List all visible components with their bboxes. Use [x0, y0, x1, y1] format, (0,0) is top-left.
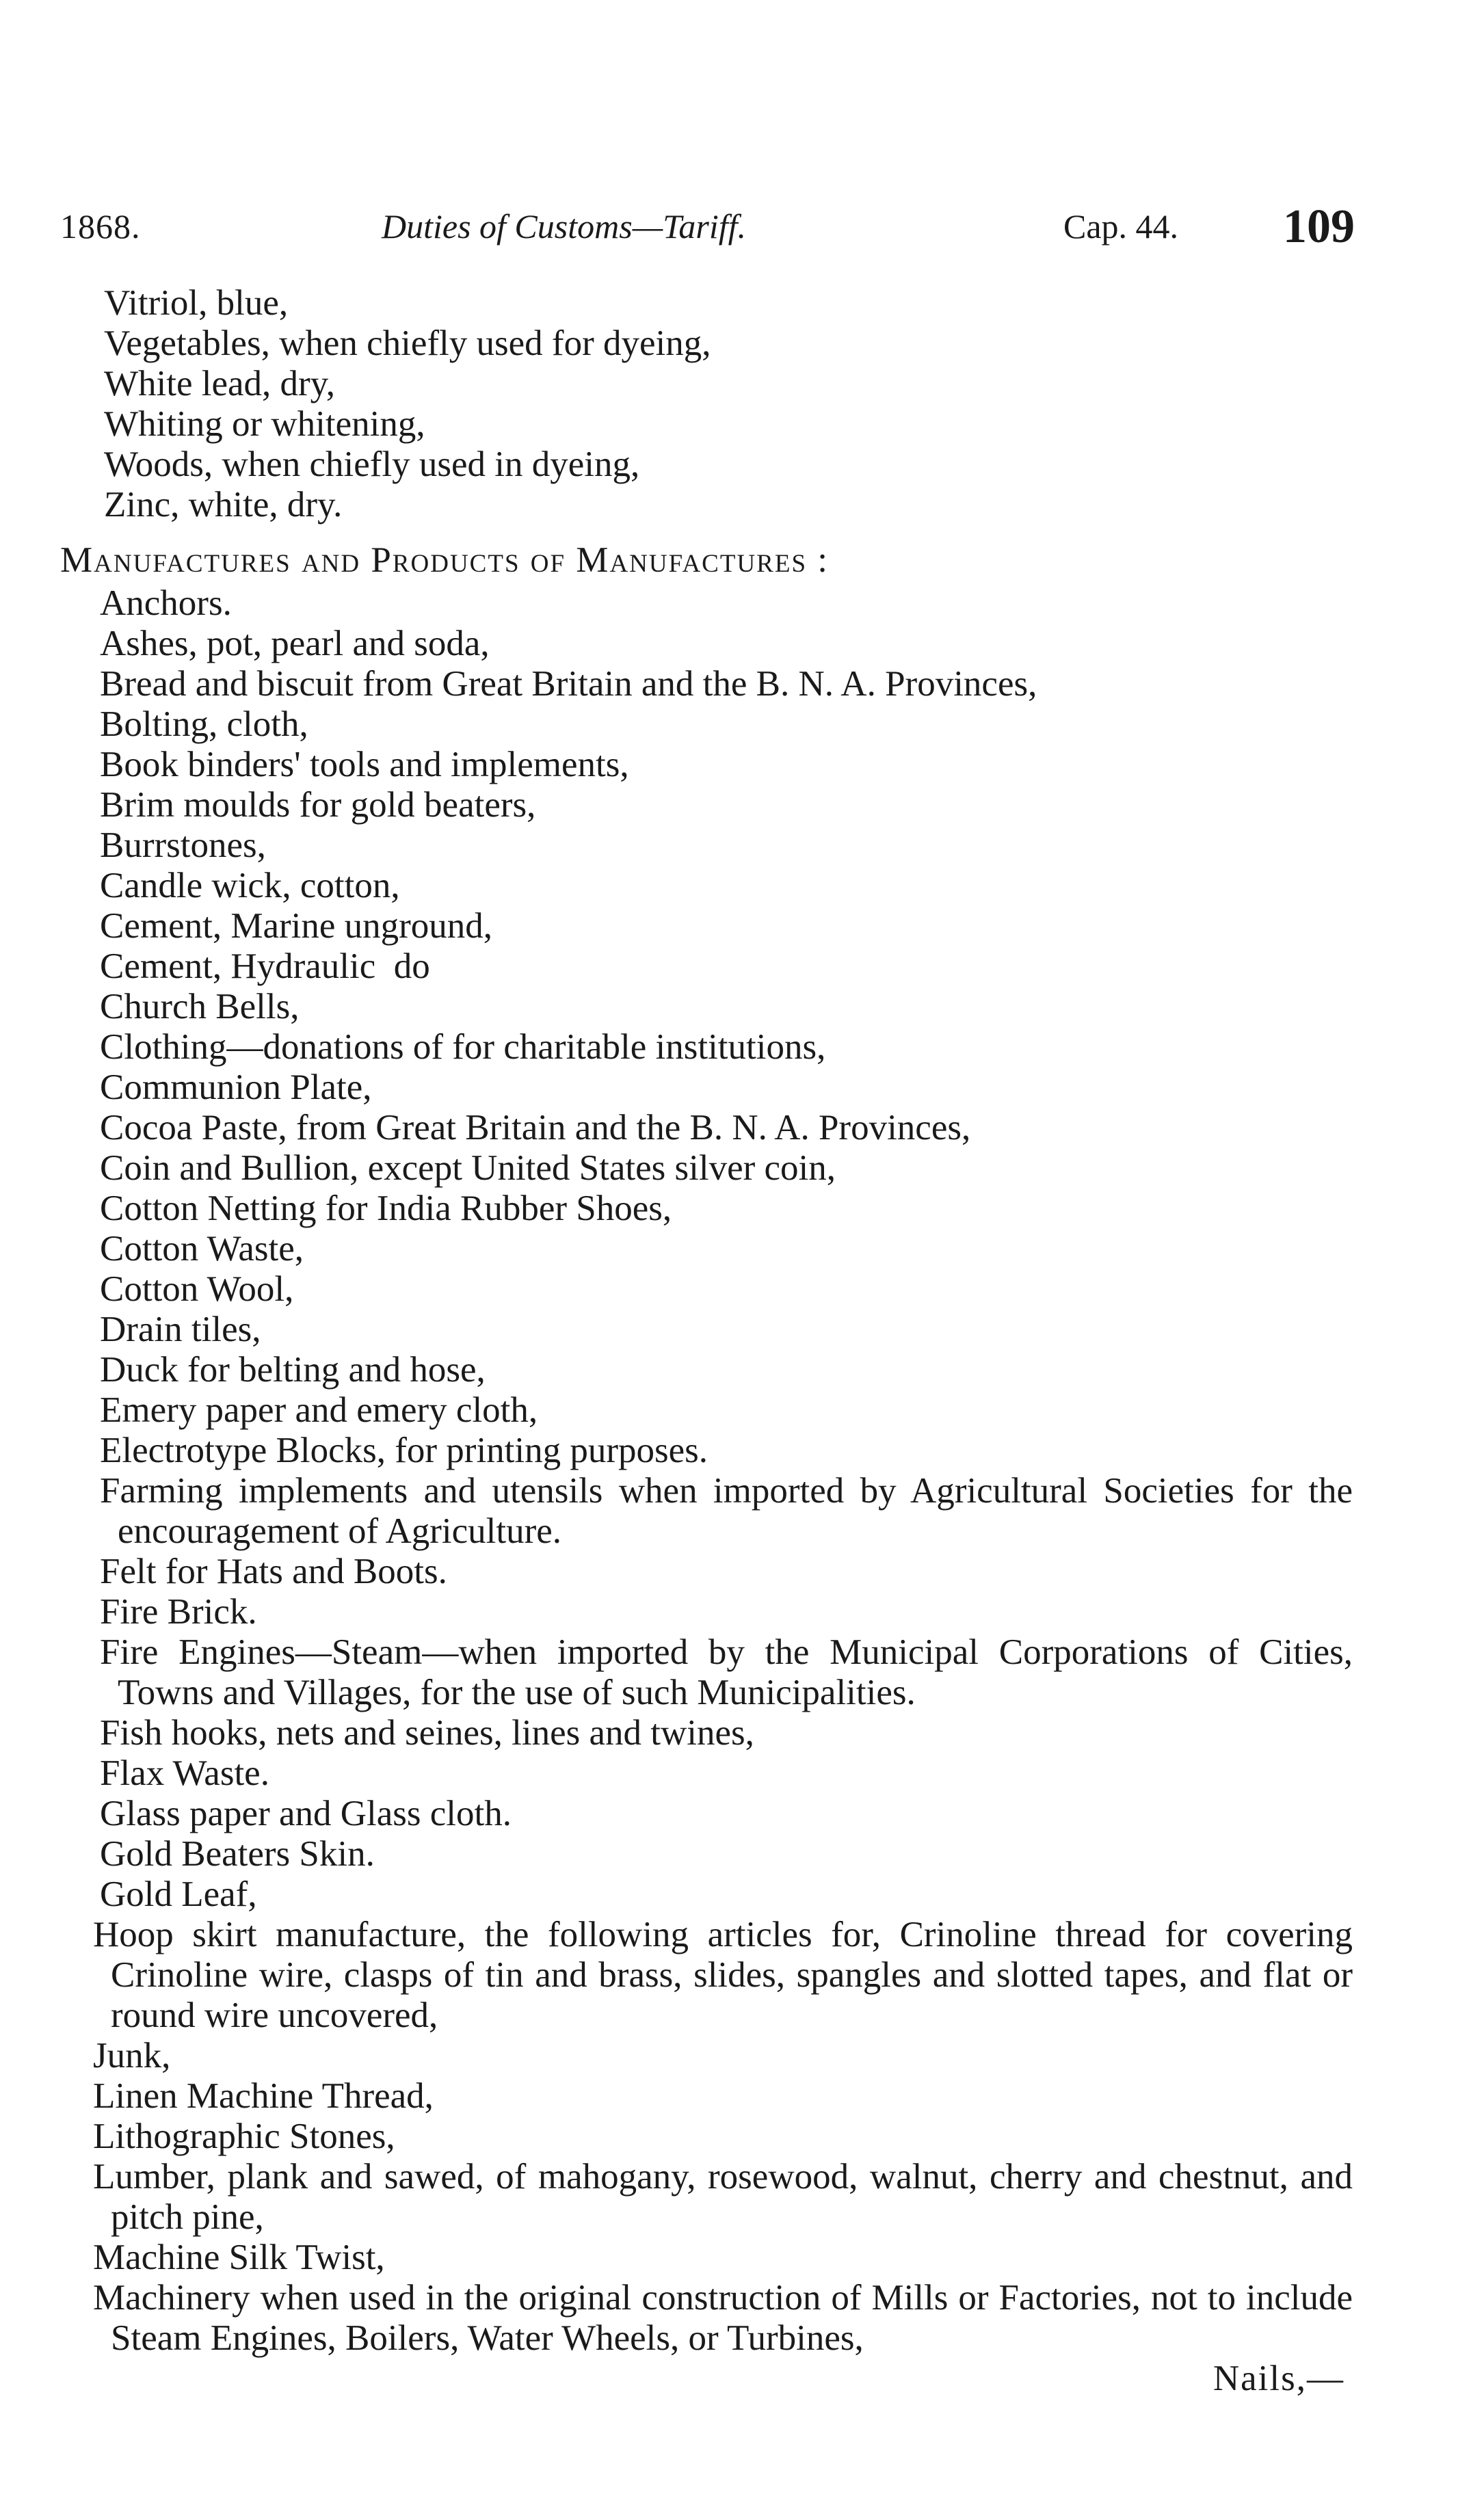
header-year: 1868.: [60, 207, 141, 246]
list-item: Emery paper and emery cloth,: [100, 1390, 538, 1430]
list-item: Woods, when chiefly used in dyeing,: [104, 445, 640, 484]
list-item: Coin and Bullion, except United States silver coin,: [100, 1148, 836, 1188]
list-item: Linen Machine Thread,: [93, 2076, 434, 2116]
header-chapter: Cap. 44.: [1063, 207, 1179, 246]
list-item: White lead, dry,: [104, 364, 335, 403]
list-item: Ashes, pot, pearl and soda,: [100, 624, 490, 663]
list-item: Bread and biscuit from Great Britain and the B. N. A. Provinces,: [100, 664, 1037, 704]
list-item: Fish hooks, nets and seines, lines and twines,: [100, 1713, 754, 1753]
list-item: Bolting, cloth,: [100, 704, 308, 744]
list-item: Zinc, white, dry.: [104, 485, 343, 525]
continued-list: [60, 283, 1353, 525]
list-item-farming: Farming implements and utensils when imported by Agricultural Societies for the encouragement of Agriculture.: [100, 1471, 1353, 1551]
list-item: Machine Silk Twist,: [93, 2238, 385, 2277]
tariff-list: [60, 283, 1353, 2399]
list-item: Candle wick, cotton,: [100, 866, 400, 905]
list-item: Cotton Waste,: [100, 1229, 304, 1269]
list-item: Church Bells,: [100, 987, 300, 1026]
header-title: Duties of Customs—Tariff.: [382, 207, 747, 246]
list-item: Burrstones,: [100, 825, 266, 865]
list-item: Cocoa Paste, from Great Britain and the B. N. A. Provinces,: [100, 1108, 971, 1148]
list-item: Fire Brick.: [100, 1592, 257, 1632]
list-item: Junk,: [93, 2036, 171, 2075]
list-item-hoop-skirt: Hoop skirt manufacture, the following articles for, Crinoline thread for covering Crinoline wire, clasps of tin and brass, slides, spangles and slotted tapes, and flat or round wire uncovered,: [93, 1915, 1353, 2035]
list-item: Vitriol, blue,: [104, 283, 289, 323]
manufactures-list: [60, 583, 1353, 2399]
list-item: Cotton Netting for India Rubber Shoes,: [100, 1189, 672, 1228]
list-item: Electrotype Blocks, for printing purposes.: [100, 1431, 708, 1470]
page-number: 109: [1283, 200, 1355, 253]
list-item: Anchors.: [100, 583, 232, 623]
list-item: Gold Beaters Skin.: [100, 1834, 375, 1874]
section-heading: Manufactures and Products of Manufactures :: [60, 540, 829, 580]
list-item-machinery: Machinery when used in the original construction of Mills or Factories, not to include Steam Engines, Boilers, Water Wheels, or Turbines,: [93, 2278, 1353, 2358]
list-item-fire-engines: Fire Engines—Steam—when imported by the Municipal Corporations of Cities, Towns and Villages, for the use of such Municipalities.: [100, 1632, 1353, 1712]
list-item: Felt for Hats and Boots.: [100, 1552, 447, 1591]
list-item: Book binders' tools and implements,: [100, 745, 629, 784]
list-item: Whiting or whitening,: [104, 404, 425, 444]
list-item: Cotton Wool,: [100, 1269, 294, 1309]
running-header: [60, 200, 1373, 261]
list-item: Clothing—donations of for charitable institutions,: [100, 1027, 826, 1067]
list-item: Flax Waste.: [100, 1753, 269, 1793]
list-item: Glass paper and Glass cloth.: [100, 1794, 512, 1833]
list-item: Drain tiles,: [100, 1310, 261, 1349]
list-item: Communion Plate,: [100, 1067, 372, 1107]
list-item: Lithographic Stones,: [93, 2117, 395, 2156]
list-item: Gold Leaf,: [100, 1874, 257, 1914]
list-item: Duck for belting and hose,: [100, 1350, 486, 1390]
list-item: Vegetables, when chiefly used for dyeing,: [104, 323, 711, 363]
list-item: Cement, Marine unground,: [100, 906, 493, 946]
list-item-lumber: Lumber, plank and sawed, of mahogany, rosewood, walnut, cherry and chestnut, and pitch pine,: [93, 2157, 1353, 2237]
catchword: Nails,—: [1212, 2359, 1344, 2398]
list-item: Brim moulds for gold beaters,: [100, 785, 536, 825]
list-item: Cement, Hydraulic do: [100, 946, 430, 986]
